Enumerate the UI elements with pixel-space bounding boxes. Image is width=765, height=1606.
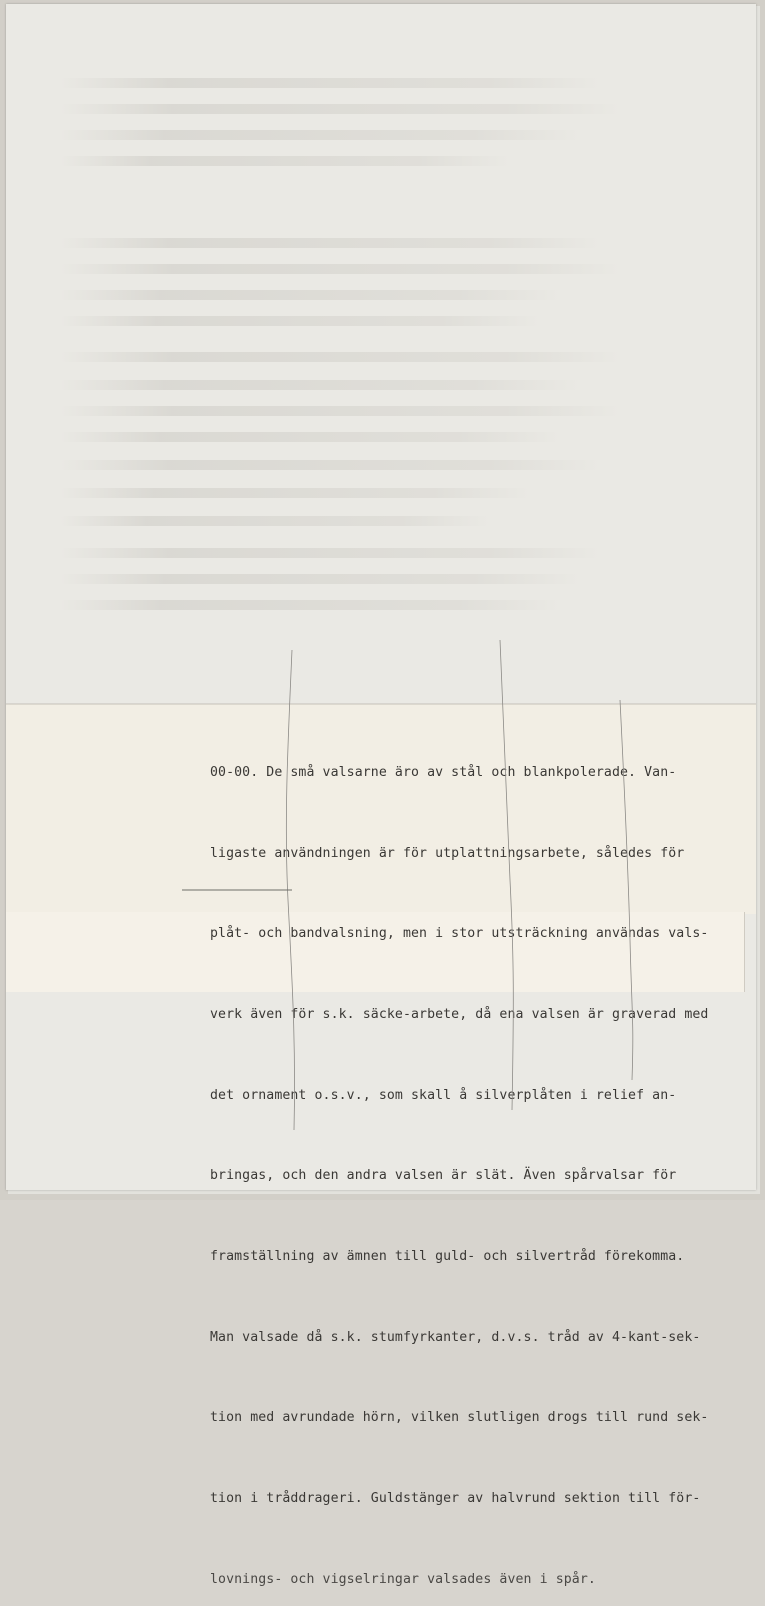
- show-through-line: [60, 264, 620, 274]
- text-line: Man valsade då s.k. stumfyrkanter, d.v.s. tråd av 4-kant-sek-: [210, 1329, 701, 1345]
- strip-edge: [6, 703, 756, 705]
- show-through-line: [60, 548, 600, 558]
- typewritten-paragraph: [210, 706, 730, 1606]
- text-line: framställning av ämnen till guld- och silvertråd förekomma.: [210, 1249, 685, 1265]
- text-line: tion med avrundade hörn, vilken slutligen drogs till rund sek-: [210, 1410, 709, 1426]
- text-line: bringas, och den andra valsen är slät. Även spårvalsar för: [210, 1168, 677, 1184]
- show-through-line: [60, 488, 530, 498]
- show-through-line: [60, 352, 620, 362]
- text-line-cut-off: lovnings- och vigselringar valsades även i spår.: [210, 1571, 596, 1587]
- text-line: tion i tråddrageri. Guldstänger av halvrund sektion till för-: [210, 1491, 701, 1507]
- show-through-line: [60, 316, 540, 326]
- text-line: plåt- och bandvalsning, men i stor utsträckning användas vals-: [210, 926, 709, 942]
- show-through-line: [60, 380, 580, 390]
- show-through-line: [60, 406, 620, 416]
- show-through-line: [60, 600, 560, 610]
- show-through-line: [60, 78, 600, 88]
- text-line: ligaste användningen är för utplattningsarbete, således för: [210, 845, 685, 861]
- text-line: verk även för s.k. säcke-arbete, då ena valsen är graverad med: [210, 1006, 709, 1022]
- show-through-line: [60, 574, 580, 584]
- show-through-line: [60, 238, 600, 248]
- show-through-line: [60, 156, 510, 166]
- show-through-line: [60, 516, 490, 526]
- show-through-line: [60, 104, 620, 114]
- text-line: det ornament o.s.v., som skall å silverplåten i relief an-: [210, 1087, 677, 1103]
- show-through-line: [60, 460, 600, 470]
- show-through-line: [60, 130, 580, 140]
- show-through-line: [60, 432, 560, 442]
- text-line: 00-00. De små valsarne äro av stål och blankpolerade. Van-: [210, 764, 677, 780]
- show-through-line: [60, 290, 560, 300]
